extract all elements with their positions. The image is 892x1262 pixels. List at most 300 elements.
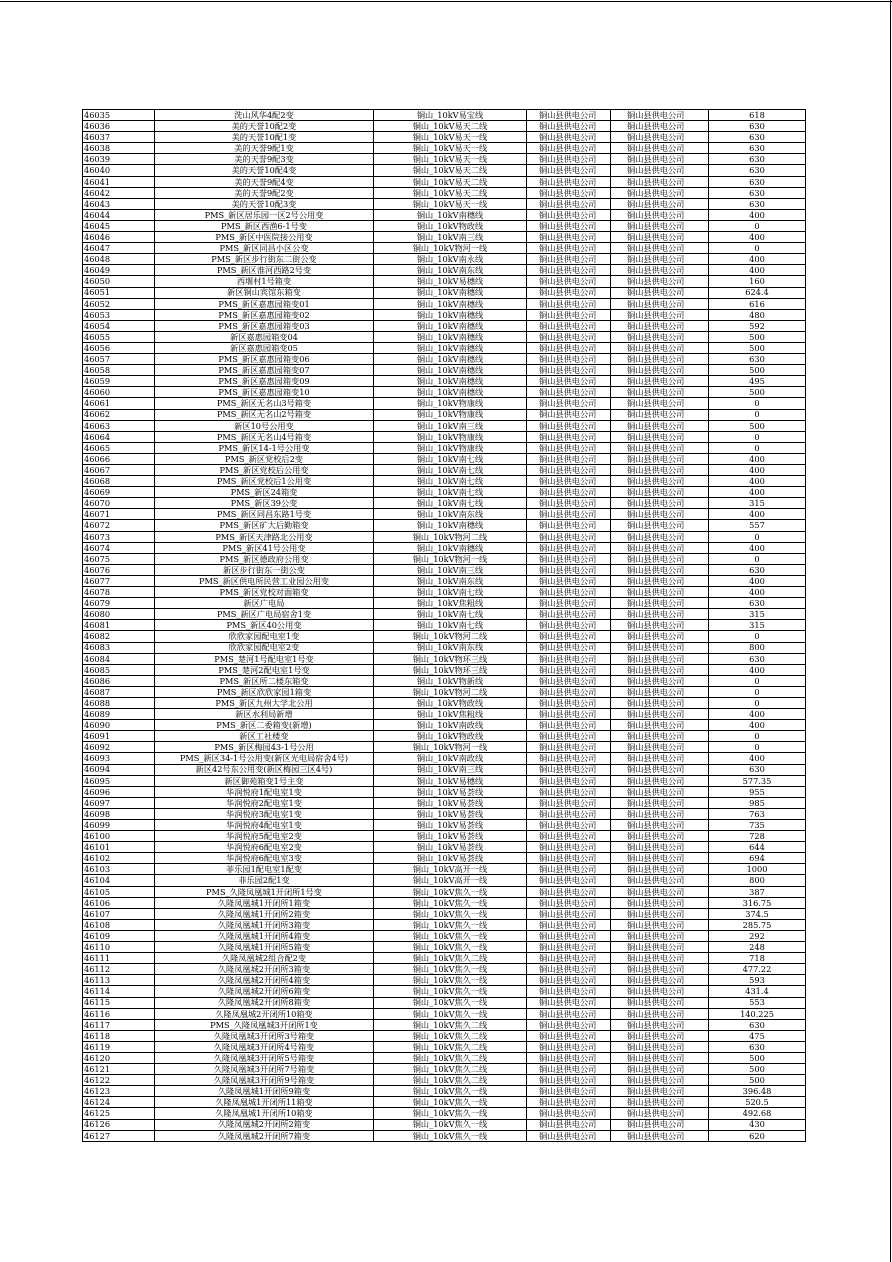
capacity-cell: 480 xyxy=(709,309,806,320)
capacity-cell: 0 xyxy=(709,409,806,420)
company-cell: 铜山县供电公司 xyxy=(527,897,611,908)
capacity-cell: 630 xyxy=(709,564,806,575)
company-cell: 铜山县供电公司 xyxy=(527,675,611,686)
row-id-cell: 46091 xyxy=(83,731,155,742)
row-id-cell: 46108 xyxy=(83,919,155,930)
manager-cell: 铜山县供电公司 xyxy=(611,298,709,309)
company-cell: 铜山县供电公司 xyxy=(527,1097,611,1108)
manager-cell: 铜山县供电公司 xyxy=(611,686,709,697)
manager-cell: 铜山县供电公司 xyxy=(611,287,709,298)
table-row xyxy=(83,376,806,387)
feeder-line-cell: 铜山_10kV焦久一线 xyxy=(374,897,527,908)
feeder-line-cell: 铜山_10kV焦久二线 xyxy=(374,1064,527,1075)
company-cell: 铜山县供电公司 xyxy=(527,1030,611,1041)
table-row xyxy=(83,165,806,176)
row-id-cell: 46038 xyxy=(83,143,155,154)
transformer-name-cell: 美的天誉9配1变 xyxy=(155,143,374,154)
company-cell: 铜山县供电公司 xyxy=(527,265,611,276)
transformer-name-cell: 欣欣家园配电室1变 xyxy=(155,631,374,642)
table-row xyxy=(83,1064,806,1075)
row-id-cell: 46047 xyxy=(83,243,155,254)
feeder-line-cell: 铜山_10kV易荟线 xyxy=(374,797,527,808)
transformer-name-cell: PMS_新区无名山4号箱变 xyxy=(155,431,374,442)
company-cell: 铜山县供电公司 xyxy=(527,598,611,609)
transformer-name-cell: PMS_新区嘉惠园箱变01 xyxy=(155,298,374,309)
feeder-line-cell: 铜山_10kV焦久一线 xyxy=(374,942,527,953)
transformer-name-cell: 华润悦府4配电室1变 xyxy=(155,820,374,831)
capacity-cell: 400 xyxy=(709,209,806,220)
company-cell: 铜山县供电公司 xyxy=(527,487,611,498)
table-row xyxy=(83,354,806,365)
capacity-cell: 396.48 xyxy=(709,1086,806,1097)
feeder-line-cell: 铜山_10kV易宝线 xyxy=(374,110,527,121)
transformer-name-cell: PMS_新区嘉惠园箱变10 xyxy=(155,387,374,398)
company-cell: 铜山县供电公司 xyxy=(527,986,611,997)
transformer-name-cell: 新区嘉惠园箱变05 xyxy=(155,342,374,353)
manager-cell: 铜山县供电公司 xyxy=(611,864,709,875)
company-cell: 铜山县供电公司 xyxy=(527,320,611,331)
manager-cell: 铜山县供电公司 xyxy=(611,143,709,154)
company-cell: 铜山县供电公司 xyxy=(527,875,611,886)
feeder-line-cell: 铜山_10kV物康线 xyxy=(374,409,527,420)
manager-cell: 铜山县供电公司 xyxy=(611,742,709,753)
feeder-line-cell: 铜山_10kV焦久二线 xyxy=(374,1052,527,1063)
capacity-cell: 400 xyxy=(709,709,806,720)
row-id-cell: 46118 xyxy=(83,1030,155,1041)
table-row xyxy=(83,875,806,886)
feeder-line-cell: 铜山_10kV焦久一线 xyxy=(374,930,527,941)
capacity-cell: 400 xyxy=(709,232,806,243)
transformer-name-cell: 久隆凤凰城1开闭所9箱变 xyxy=(155,1086,374,1097)
company-cell: 铜山县供电公司 xyxy=(527,631,611,642)
row-id-cell: 46120 xyxy=(83,1052,155,1063)
feeder-line-cell: 铜山_10kV物环三线 xyxy=(374,653,527,664)
feeder-line-cell: 铜山_10kV焦久一线 xyxy=(374,986,527,997)
table-row xyxy=(83,209,806,220)
table-row xyxy=(83,331,806,342)
row-id-cell: 46086 xyxy=(83,675,155,686)
capacity-cell: 800 xyxy=(709,875,806,886)
capacity-cell: 500 xyxy=(709,1064,806,1075)
company-cell: 铜山县供电公司 xyxy=(527,1108,611,1119)
company-cell: 铜山县供电公司 xyxy=(527,709,611,720)
manager-cell: 铜山县供电公司 xyxy=(611,121,709,132)
capacity-cell: 400 xyxy=(709,720,806,731)
feeder-line-cell: 铜山_10kV南穗线 xyxy=(374,309,527,320)
transformer-name-cell: PMS_楚河2配电室1号变 xyxy=(155,664,374,675)
table-row xyxy=(83,387,806,398)
feeder-line-cell: 铜山_10kV焦久一线 xyxy=(374,886,527,897)
feeder-line-cell: 铜山_10kV南三线 xyxy=(374,764,527,775)
manager-cell: 铜山县供电公司 xyxy=(611,598,709,609)
row-id-cell: 46104 xyxy=(83,875,155,886)
row-id-cell: 46065 xyxy=(83,442,155,453)
table-row xyxy=(83,154,806,165)
table-row xyxy=(83,631,806,642)
transformer-name-cell: 久隆凤凰城1开闭所1箱变 xyxy=(155,897,374,908)
transformer-name-cell: 新区广电局 xyxy=(155,598,374,609)
manager-cell: 铜山县供电公司 xyxy=(611,254,709,265)
row-id-cell: 46123 xyxy=(83,1086,155,1097)
feeder-line-cell: 铜山_10kV易天二线 xyxy=(374,165,527,176)
feeder-line-cell: 铜山_10kV易天一线 xyxy=(374,132,527,143)
manager-cell: 铜山县供电公司 xyxy=(611,187,709,198)
manager-cell: 铜山县供电公司 xyxy=(611,720,709,731)
manager-cell: 铜山县供电公司 xyxy=(611,209,709,220)
feeder-line-cell: 铜山_10kV焦久一线 xyxy=(374,1008,527,1019)
capacity-cell: 500 xyxy=(709,1052,806,1063)
feeder-line-cell: 铜山_10kV焦久一线 xyxy=(374,1108,527,1119)
manager-cell: 铜山县供电公司 xyxy=(611,509,709,520)
capacity-cell: 0 xyxy=(709,243,806,254)
table-row xyxy=(83,132,806,143)
row-id-cell: 46092 xyxy=(83,742,155,753)
row-id-cell: 46040 xyxy=(83,165,155,176)
company-cell: 铜山县供电公司 xyxy=(527,1064,611,1075)
capacity-cell: 630 xyxy=(709,764,806,775)
manager-cell: 铜山县供电公司 xyxy=(611,875,709,886)
company-cell: 铜山县供电公司 xyxy=(527,942,611,953)
table-row xyxy=(83,187,806,198)
transformer-name-cell: 久隆凤凰城2开闭所4箱变 xyxy=(155,975,374,986)
capacity-cell: 694 xyxy=(709,853,806,864)
company-cell: 铜山县供电公司 xyxy=(527,309,611,320)
feeder-line-cell: 铜山_10kV南七线 xyxy=(374,498,527,509)
company-cell: 铜山县供电公司 xyxy=(527,354,611,365)
row-id-cell: 46036 xyxy=(83,121,155,132)
manager-cell: 铜山县供电公司 xyxy=(611,964,709,975)
capacity-cell: 985 xyxy=(709,797,806,808)
table-row xyxy=(83,587,806,598)
company-cell: 铜山县供电公司 xyxy=(527,331,611,342)
company-cell: 铜山县供电公司 xyxy=(527,808,611,819)
capacity-cell: 431.4 xyxy=(709,986,806,997)
company-cell: 铜山县供电公司 xyxy=(527,930,611,941)
manager-cell: 铜山县供电公司 xyxy=(611,575,709,586)
company-cell: 铜山县供电公司 xyxy=(527,886,611,897)
capacity-cell: 400 xyxy=(709,664,806,675)
feeder-line-cell: 铜山_10kV焦粗线 xyxy=(374,709,527,720)
manager-cell: 铜山县供电公司 xyxy=(611,453,709,464)
capacity-cell: 0 xyxy=(709,675,806,686)
transformer-name-cell: PMS_楚河1号配电室1号变 xyxy=(155,653,374,664)
row-id-cell: 46126 xyxy=(83,1119,155,1130)
feeder-line-cell: 铜山_10kV南东线 xyxy=(374,575,527,586)
company-cell: 铜山县供电公司 xyxy=(527,254,611,265)
capacity-cell: 315 xyxy=(709,609,806,620)
transformer-name-cell: 久隆凤凰城2组合配2变 xyxy=(155,953,374,964)
feeder-line-cell: 铜山_10kV焦久一线 xyxy=(374,1097,527,1108)
transformer-table xyxy=(82,109,806,1142)
manager-cell: 铜山县供电公司 xyxy=(611,265,709,276)
row-id-cell: 46052 xyxy=(83,298,155,309)
table-row xyxy=(83,143,806,154)
row-id-cell: 46107 xyxy=(83,908,155,919)
company-cell: 铜山县供电公司 xyxy=(527,442,611,453)
feeder-line-cell: 铜山_10kV南穗线 xyxy=(374,209,527,220)
transformer-name-cell: PMS_新区40公用变 xyxy=(155,620,374,631)
feeder-line-cell: 铜山_10kV物河一线 xyxy=(374,742,527,753)
company-cell: 铜山县供电公司 xyxy=(527,1119,611,1130)
feeder-line-cell: 铜山_10kV易荟线 xyxy=(374,842,527,853)
transformer-name-cell: 华润悦府6配电室3变 xyxy=(155,853,374,864)
row-id-cell: 46067 xyxy=(83,465,155,476)
manager-cell: 铜山县供电公司 xyxy=(611,365,709,376)
table-row xyxy=(83,1130,806,1141)
capacity-cell: 400 xyxy=(709,254,806,265)
capacity-cell: 630 xyxy=(709,354,806,365)
capacity-cell: 557 xyxy=(709,520,806,531)
row-id-cell: 46097 xyxy=(83,797,155,808)
manager-cell: 铜山县供电公司 xyxy=(611,820,709,831)
feeder-line-cell: 铜山_10kV南永线 xyxy=(374,254,527,265)
company-cell: 铜山县供电公司 xyxy=(527,908,611,919)
table-row xyxy=(83,1008,806,1019)
company-cell: 铜山县供电公司 xyxy=(527,1130,611,1141)
transformer-name-cell: PMS_新区党校后2变 xyxy=(155,453,374,464)
row-id-cell: 46062 xyxy=(83,409,155,420)
capacity-cell: 430 xyxy=(709,1119,806,1130)
transformer-name-cell: PMS_新区广电局宿舍1变 xyxy=(155,609,374,620)
capacity-cell: 475 xyxy=(709,1030,806,1041)
feeder-line-cell: 铜山_10kV焦久二线 xyxy=(374,1030,527,1041)
capacity-cell: 620 xyxy=(709,1130,806,1141)
table-row xyxy=(83,1119,806,1130)
row-id-cell: 46117 xyxy=(83,1019,155,1030)
capacity-cell: 292 xyxy=(709,930,806,941)
table-row xyxy=(83,409,806,420)
capacity-cell: 477.22 xyxy=(709,964,806,975)
manager-cell: 铜山县供电公司 xyxy=(611,398,709,409)
manager-cell: 铜山县供电公司 xyxy=(611,498,709,509)
capacity-cell: 616 xyxy=(709,298,806,309)
table-row xyxy=(83,842,806,853)
feeder-line-cell: 铜山_10kV南政线 xyxy=(374,720,527,731)
row-id-cell: 46068 xyxy=(83,476,155,487)
company-cell: 铜山县供电公司 xyxy=(527,165,611,176)
row-id-cell: 46061 xyxy=(83,398,155,409)
capacity-cell: 0 xyxy=(709,697,806,708)
table-row xyxy=(83,232,806,243)
company-cell: 铜山县供电公司 xyxy=(527,742,611,753)
company-cell: 铜山县供电公司 xyxy=(527,376,611,387)
capacity-cell: 400 xyxy=(709,487,806,498)
transformer-name-cell: PMS_新区西渔6-1号变 xyxy=(155,220,374,231)
feeder-line-cell: 铜山_10kV南七线 xyxy=(374,487,527,498)
manager-cell: 铜山县供电公司 xyxy=(611,409,709,420)
transformer-name-cell: 新区嘉惠园箱变04 xyxy=(155,331,374,342)
capacity-cell: 400 xyxy=(709,542,806,553)
feeder-line-cell: 铜山_10kV南东线 xyxy=(374,642,527,653)
capacity-cell: 630 xyxy=(709,143,806,154)
row-id-cell: 46121 xyxy=(83,1064,155,1075)
table-row xyxy=(83,465,806,476)
manager-cell: 铜山县供电公司 xyxy=(611,853,709,864)
capacity-cell: 624.4 xyxy=(709,287,806,298)
row-id-cell: 46088 xyxy=(83,697,155,708)
capacity-cell: 0 xyxy=(709,442,806,453)
feeder-line-cell: 铜山_10kV物河一线 xyxy=(374,553,527,564)
manager-cell: 铜山县供电公司 xyxy=(611,697,709,708)
row-id-cell: 46087 xyxy=(83,686,155,697)
row-id-cell: 46106 xyxy=(83,897,155,908)
row-id-cell: 46127 xyxy=(83,1130,155,1141)
capacity-cell: 500 xyxy=(709,331,806,342)
capacity-cell: 0 xyxy=(709,631,806,642)
manager-cell: 铜山县供电公司 xyxy=(611,709,709,720)
transformer-name-cell: PMS_新区嘉惠园箱变02 xyxy=(155,309,374,320)
table-row xyxy=(83,520,806,531)
table-row xyxy=(83,831,806,842)
company-cell: 铜山县供电公司 xyxy=(527,453,611,464)
transformer-name-cell: 久隆凤凰城3开闭所3号箱变 xyxy=(155,1030,374,1041)
feeder-line-cell: 铜山_10kV物河一线 xyxy=(374,243,527,254)
company-cell: 铜山县供电公司 xyxy=(527,997,611,1008)
table-row xyxy=(83,1108,806,1119)
feeder-line-cell: 铜山_10kV南穗线 xyxy=(374,342,527,353)
manager-cell: 铜山县供电公司 xyxy=(611,220,709,231)
row-id-cell: 46041 xyxy=(83,176,155,187)
row-id-cell: 46070 xyxy=(83,498,155,509)
transformer-name-cell: 久隆凤凰城1开闭所2箱变 xyxy=(155,908,374,919)
company-cell: 铜山县供电公司 xyxy=(527,720,611,731)
row-id-cell: 46101 xyxy=(83,842,155,853)
transformer-name-cell: PMS_新区所二楼东箱变 xyxy=(155,675,374,686)
row-id-cell: 46051 xyxy=(83,287,155,298)
row-id-cell: 46063 xyxy=(83,420,155,431)
row-id-cell: 46114 xyxy=(83,986,155,997)
feeder-line-cell: 铜山_10kV南穗线 xyxy=(374,542,527,553)
feeder-line-cell: 铜山_10kV焦久二线 xyxy=(374,1075,527,1086)
row-id-cell: 46043 xyxy=(83,198,155,209)
manager-cell: 铜山县供电公司 xyxy=(611,520,709,531)
capacity-cell: 0 xyxy=(709,220,806,231)
feeder-line-cell: 铜山_10kV物康线 xyxy=(374,431,527,442)
transformer-name-cell: 美的天誉10配2变 xyxy=(155,121,374,132)
feeder-line-cell: 铜山_10kV易荟线 xyxy=(374,786,527,797)
capacity-cell: 630 xyxy=(709,187,806,198)
table-row xyxy=(83,930,806,941)
feeder-line-cell: 铜山_10kV物河二线 xyxy=(374,686,527,697)
table-row xyxy=(83,309,806,320)
table-row xyxy=(83,487,806,498)
manager-cell: 铜山县供电公司 xyxy=(611,631,709,642)
capacity-cell: 630 xyxy=(709,121,806,132)
table-row xyxy=(83,664,806,675)
row-id-cell: 46090 xyxy=(83,720,155,731)
company-cell: 铜山县供电公司 xyxy=(527,121,611,132)
feeder-line-cell: 铜山_10kV易荟线 xyxy=(374,808,527,819)
feeder-line-cell: 铜山_10kV焦久一线 xyxy=(374,975,527,986)
table-row xyxy=(83,908,806,919)
table-body xyxy=(83,110,806,1142)
row-id-cell: 46076 xyxy=(83,564,155,575)
manager-cell: 铜山县供电公司 xyxy=(611,176,709,187)
row-id-cell: 46084 xyxy=(83,653,155,664)
table-row xyxy=(83,986,806,997)
company-cell: 铜山县供电公司 xyxy=(527,620,611,631)
row-id-cell: 46102 xyxy=(83,853,155,864)
row-id-cell: 46075 xyxy=(83,553,155,564)
table-row xyxy=(83,598,806,609)
row-id-cell: 46095 xyxy=(83,775,155,786)
table-row xyxy=(83,786,806,797)
capacity-cell: 630 xyxy=(709,165,806,176)
manager-cell: 铜山县供电公司 xyxy=(611,764,709,775)
manager-cell: 铜山县供电公司 xyxy=(611,165,709,176)
transformer-name-cell: 美的天誉10配4变 xyxy=(155,165,374,176)
feeder-line-cell: 铜山_10kV南政线 xyxy=(374,753,527,764)
table-row xyxy=(83,176,806,187)
feeder-line-cell: 铜山_10kV焦粗线 xyxy=(374,598,527,609)
feeder-line-cell: 铜山_10kV南七线 xyxy=(374,476,527,487)
transformer-name-cell: 美的天誉10配1变 xyxy=(155,132,374,143)
capacity-cell: 248 xyxy=(709,942,806,953)
transformer-name-cell: PMS_新区九州大学北公用 xyxy=(155,697,374,708)
feeder-line-cell: 铜山_10kV南三线 xyxy=(374,564,527,575)
manager-cell: 铜山县供电公司 xyxy=(611,975,709,986)
capacity-cell: 630 xyxy=(709,598,806,609)
capacity-cell: 955 xyxy=(709,786,806,797)
company-cell: 铜山县供电公司 xyxy=(527,409,611,420)
feeder-line-cell: 铜山_10kV焦久一线 xyxy=(374,1119,527,1130)
manager-cell: 铜山县供电公司 xyxy=(611,1119,709,1130)
company-cell: 铜山县供电公司 xyxy=(527,132,611,143)
transformer-name-cell: 久隆凤凰城1开闭所11箱变 xyxy=(155,1097,374,1108)
capacity-cell: 374.5 xyxy=(709,908,806,919)
transformer-name-cell: 华润悦府6配电室2变 xyxy=(155,842,374,853)
company-cell: 铜山县供电公司 xyxy=(527,642,611,653)
feeder-line-cell: 铜山_10kV焦久一线 xyxy=(374,1130,527,1141)
capacity-cell: 0 xyxy=(709,742,806,753)
table-row xyxy=(83,442,806,453)
manager-cell: 铜山县供电公司 xyxy=(611,775,709,786)
row-id-cell: 46055 xyxy=(83,331,155,342)
company-cell: 铜山县供电公司 xyxy=(527,919,611,930)
capacity-cell: 400 xyxy=(709,587,806,598)
transformer-name-cell: PMS_久隆凤凰城1开闭所1号变 xyxy=(155,886,374,897)
capacity-cell: 500 xyxy=(709,342,806,353)
manager-cell: 铜山县供电公司 xyxy=(611,753,709,764)
company-cell: 铜山县供电公司 xyxy=(527,209,611,220)
manager-cell: 铜山县供电公司 xyxy=(611,842,709,853)
row-id-cell: 46046 xyxy=(83,232,155,243)
manager-cell: 铜山县供电公司 xyxy=(611,664,709,675)
row-id-cell: 46125 xyxy=(83,1108,155,1119)
capacity-cell: 400 xyxy=(709,453,806,464)
feeder-line-cell: 铜山_10kV焦久二线 xyxy=(374,1041,527,1052)
manager-cell: 铜山县供电公司 xyxy=(611,908,709,919)
company-cell: 铜山县供电公司 xyxy=(527,243,611,254)
capacity-cell: 0 xyxy=(709,731,806,742)
capacity-cell: 630 xyxy=(709,176,806,187)
table-row xyxy=(83,542,806,553)
company-cell: 铜山县供电公司 xyxy=(527,553,611,564)
transformer-name-cell: 久隆凤凰城1开闭所5箱变 xyxy=(155,942,374,953)
table-row xyxy=(83,709,806,720)
company-cell: 铜山县供电公司 xyxy=(527,664,611,675)
table-row xyxy=(83,808,806,819)
feeder-line-cell: 铜山_10kV物政线 xyxy=(374,220,527,231)
table-row xyxy=(83,853,806,864)
manager-cell: 铜山县供电公司 xyxy=(611,542,709,553)
transformer-name-cell: 新区步行街东一街公变 xyxy=(155,564,374,575)
table-row xyxy=(83,531,806,542)
row-id-cell: 46100 xyxy=(83,831,155,842)
table-row xyxy=(83,398,806,409)
manager-cell: 铜山县供电公司 xyxy=(611,465,709,476)
row-id-cell: 46048 xyxy=(83,254,155,265)
